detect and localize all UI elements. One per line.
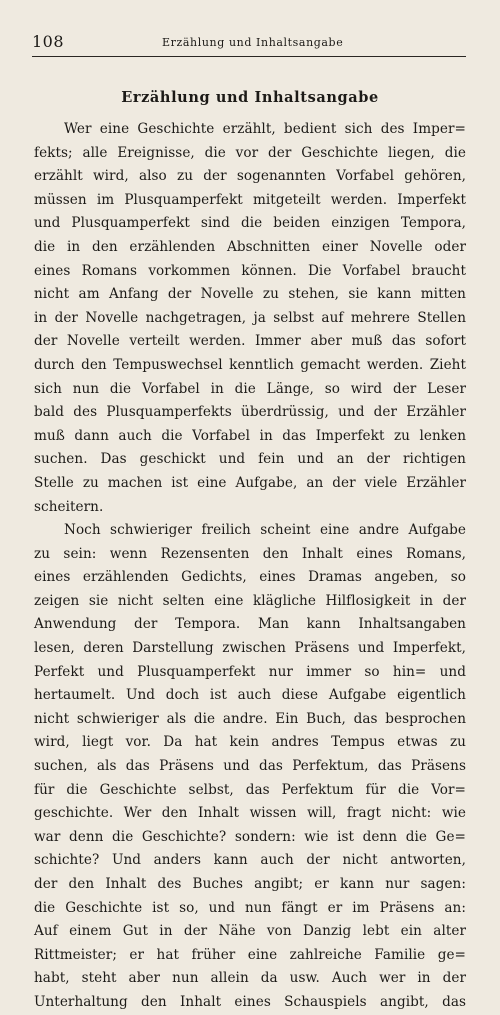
text-line: der den Inhalt des Buches angibt; er kann nur sagen: — [34, 876, 466, 892]
text-line: eines Romans vorkommen können. Die Vorfabel braucht — [34, 262, 466, 279]
text-line: für die Geschichte selbst, das Perfektum für die Vor= — [34, 781, 466, 798]
text-line: muß dann auch die Vorfabel in das Imperfekt zu lenken — [34, 427, 466, 444]
text-line: nicht schwieriger als die andre. Ein Buch, das besprochen — [34, 710, 466, 727]
text-line: lesen, deren Darstellung zwischen Präsens und Imperfekt, — [34, 640, 466, 657]
page-header — [32, 32, 468, 54]
text-line: Noch schwieriger freilich scheint eine andre Aufgabe — [64, 522, 466, 539]
text-line: Wer eine Geschichte erzählt, bedient sich des Imper= — [64, 121, 466, 137]
text-line: zeigen sie nicht selten eine klägliche Hilflosigkeit in der — [34, 592, 466, 609]
text-line: Unterhaltung den Inhalt eines Schauspiels angibt, das — [34, 993, 466, 1010]
text-line: fekts; alle Ereignisse, die vor der Geschichte liegen, die — [34, 144, 466, 161]
text-line: bald des Plusquamperfekts überdrüssig, und der Erzähler — [34, 404, 466, 421]
text-line: in der Novelle nachgetragen, ja selbst auf mehrere Stellen — [34, 309, 466, 326]
text-line: Anwendung der Tempora. Man kann Inhaltsangaben — [34, 616, 466, 633]
text-line: müssen im Plusquamperfekt mitgeteilt werden. Imperfekt — [34, 191, 466, 208]
text-line: scheitern. — [34, 498, 104, 515]
text-line: erzählt wird, also zu der sogenannten Vorfabel gehören, — [34, 168, 466, 185]
text-line: schichte? Und anders kann auch der nicht antworten, — [34, 852, 466, 869]
text-line: suchen, als das Präsens und das Perfektum, das Präsens — [34, 758, 466, 775]
text-line: durch den Tempuswechsel kenntlich gemacht werden. Zieht — [34, 356, 466, 373]
text-line: Rittmeister; er hat früher eine zahlreiche Familie ge= — [34, 946, 466, 963]
body-text — [34, 118, 466, 1015]
text-line: die Geschichte ist so, und nun fängt er im Präsens an: — [34, 899, 466, 916]
text-line: war denn die Geschichte? sondern: wie ist denn die Ge= — [34, 828, 466, 845]
text-line: Perfekt und Plusquamperfekt nur immer so hin= und — [34, 663, 466, 680]
section-title: Erzählung und Inhaltsangabe — [121, 89, 379, 106]
running-head: Erzählung und Inhaltsangabe — [162, 36, 344, 49]
text-line: nicht am Anfang der Novelle zu stehen, sie kann mitten — [34, 286, 466, 303]
text-line: suchen. Das geschickt und fein und an der richtigen — [34, 451, 466, 468]
text-line: die in den erzählenden Abschnitten einer Novelle oder — [34, 238, 466, 255]
text-line: und Plusquamperfekt sind die beiden einzigen Tempora, — [34, 215, 466, 232]
text-line: wird, liegt vor. Da hat kein andres Tempus etwas zu — [34, 734, 466, 751]
text-line: eines erzählenden Gedichts, eines Dramas angeben, so — [34, 569, 466, 586]
text-line: Stelle zu machen ist eine Aufgabe, an der viele Erzähler — [34, 474, 466, 491]
text-line: Auf einem Gut in der Nähe von Danzig lebt ein alter — [34, 923, 466, 940]
header-rule — [32, 56, 466, 57]
text-line: der Novelle verteilt werden. Immer aber muß das sofort — [34, 333, 466, 350]
text-line: sich nun die Vorfabel in die Länge, so wird der Leser — [34, 380, 466, 397]
text-line: hertaumelt. Und doch ist auch diese Aufgabe eigentlich — [34, 687, 466, 704]
text-line: habt, steht aber nun allein da usw. Auch wer in der — [34, 970, 466, 987]
text-line: zu sein: wenn Rezensenten den Inhalt eines Romans, — [34, 545, 466, 562]
page-number: 108 — [32, 32, 65, 51]
text-line: geschichte. Wer den Inhalt wissen will, fragt nicht: wie — [34, 805, 466, 822]
